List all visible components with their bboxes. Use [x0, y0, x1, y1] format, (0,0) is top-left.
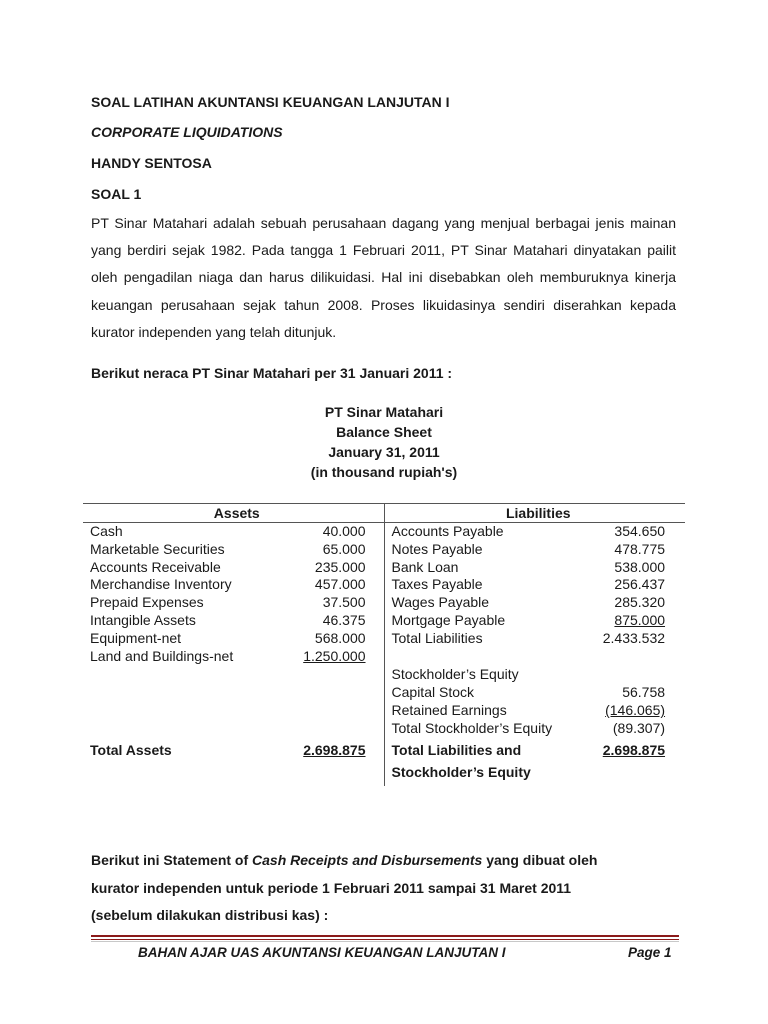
asset-value: 37.500	[293, 594, 384, 612]
footer-divider	[91, 935, 679, 937]
liability-value: 2.433.532	[602, 629, 666, 646]
liabilities-header: Liabilities	[384, 504, 685, 523]
table-header-row	[83, 504, 685, 523]
total-row	[83, 738, 685, 760]
liability-label	[384, 648, 584, 666]
balance-sheet-table	[83, 503, 685, 786]
table-row	[83, 541, 685, 559]
statement-company: PT Sinar Matahari	[324, 404, 444, 420]
liability-value: 256.437	[614, 576, 666, 593]
statement-unit: (in thousand rupiah's)	[310, 464, 458, 480]
asset-value	[293, 720, 384, 738]
liability-label: Accounts Payable	[391, 523, 504, 539]
asset-value: 1.250.000	[293, 648, 384, 666]
table-row	[83, 648, 685, 666]
liability-value: (146.065)	[605, 702, 666, 719]
liability-label: Total Liabilities	[391, 629, 483, 646]
assets-header: Assets	[83, 504, 384, 523]
liability-value: 538.000	[614, 558, 666, 575]
asset-label	[83, 702, 293, 720]
asset-label: Accounts Receivable	[90, 558, 221, 575]
liability-value	[584, 665, 685, 684]
liability-label: Wages Payable	[391, 594, 490, 611]
table-row	[83, 720, 685, 738]
table-row	[83, 702, 685, 720]
liability-label: Taxes Payable	[391, 576, 483, 593]
table-row	[83, 523, 685, 541]
table-row	[83, 594, 685, 612]
liability-value: (89.307)	[612, 719, 666, 736]
asset-value	[293, 702, 384, 720]
total-assets-label: Total Assets	[90, 741, 172, 758]
asset-value: 568.000	[293, 630, 384, 648]
total-row-2	[83, 760, 685, 786]
asset-value: 235.000	[293, 559, 384, 577]
statement-name: Balance Sheet	[336, 424, 432, 440]
total-liabilities-equity-value: 2.698.875	[602, 741, 666, 758]
intro-paragraph: PT Sinar Matahari adalah sebuah perusahaan dagang yang menjual berbagai jenis mainan yang berdiri sejak 1982. Pada tangga 1 Februari 2011, PT Sinar Matahari dinyatakan pailit oleh pengadilan niaga dan harus dilikuidasi. Hal ini disebabkan oleh memburuknya kinerja keuangan perusahaan sejak tahun 2008. Proses likuidasinya sendiri diserahkan kepada kurator independen yang telah ditunjuk.	[91, 215, 676, 340]
table-row	[83, 612, 685, 630]
total-assets-value: 2.698.875	[293, 738, 384, 760]
liability-label: Retained Earnings	[391, 702, 507, 719]
asset-value: 40.000	[293, 523, 384, 541]
asset-label: Cash	[90, 523, 123, 539]
table-row	[83, 630, 685, 648]
asset-label	[83, 665, 293, 684]
asset-value	[293, 665, 384, 684]
closing-line-2: kurator independen untuk periode 1 Februari 2011 sampai 31 Maret 2011	[91, 880, 572, 896]
balance-sheet-intro: Berikut neraca PT Sinar Matahari per 31 Januari 2011 :	[91, 365, 453, 381]
table-row	[83, 559, 685, 577]
asset-label: Merchandise Inventory	[90, 576, 232, 593]
table-row	[83, 684, 685, 702]
footer-title: BAHAN AJAR UAS AKUNTANSI KEUANGAN LANJUTAN I	[138, 945, 506, 960]
total-liabilities-equity-label-1: Total Liabilities and	[391, 741, 522, 758]
liability-label: Capital Stock	[391, 684, 474, 701]
liability-value: 478.775	[614, 540, 666, 557]
asset-label: Land and Buildings-net	[90, 647, 234, 664]
liability-value: 285.320	[614, 594, 666, 611]
closing-line-1: Berikut ini Statement of Cash Receipts and Disbursements yang dibuat oleh	[91, 852, 598, 868]
asset-value: 65.000	[293, 541, 384, 559]
liability-value: 875.000	[614, 611, 666, 628]
closing-line-3: (sebelum dilakukan distribusi kas) :	[91, 907, 329, 923]
liability-label: Stockholder’s Equity	[391, 665, 519, 682]
asset-label	[83, 684, 293, 702]
liability-label: Total Stockholder’s Equity	[391, 719, 553, 736]
asset-value: 457.000	[293, 576, 384, 594]
total-liabilities-equity-label-2: Stockholder’s Equity	[391, 763, 531, 780]
asset-value: 46.375	[293, 612, 384, 630]
document-subtitle: CORPORATE LIQUIDATIONS	[91, 124, 283, 140]
liability-value: 354.650	[614, 523, 666, 539]
table-row	[83, 665, 685, 684]
liability-label: Mortgage Payable	[391, 611, 506, 628]
liability-label: Notes Payable	[391, 540, 483, 557]
liability-value	[584, 648, 685, 666]
table-row	[83, 576, 685, 594]
asset-label: Intangible Assets	[90, 611, 196, 628]
asset-label: Marketable Securities	[90, 540, 225, 557]
liability-label: Bank Loan	[391, 558, 459, 575]
asset-label	[83, 720, 293, 738]
liability-value: 56.758	[622, 684, 666, 701]
document-title: SOAL LATIHAN AKUNTANSI KEUANGAN LANJUTAN I	[91, 94, 450, 110]
asset-value	[293, 684, 384, 702]
section-heading: SOAL 1	[91, 186, 142, 202]
statement-date: January 31, 2011	[328, 444, 440, 460]
author-name: HANDY SENTOSA	[91, 155, 212, 171]
asset-label: Prepaid Expenses	[90, 594, 204, 611]
footer-page-number: Page 1	[628, 945, 672, 960]
asset-label: Equipment-net	[90, 629, 182, 646]
